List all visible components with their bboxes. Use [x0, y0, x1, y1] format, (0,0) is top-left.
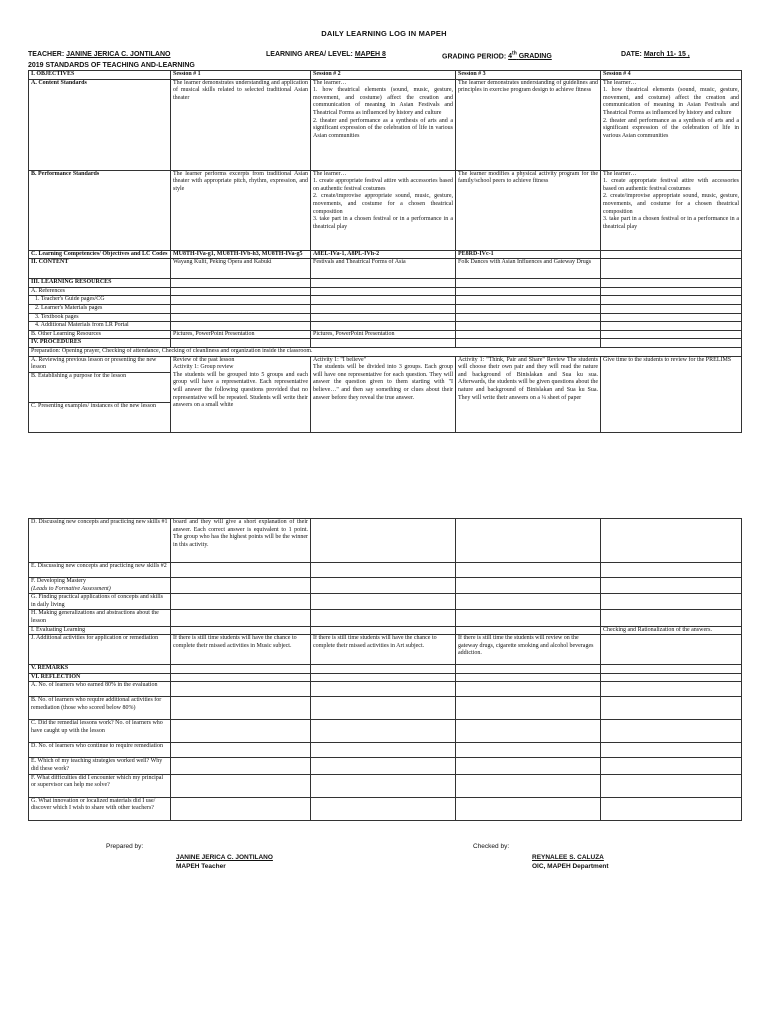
content-standards-s3: The learner demonstrates understanding of guidelines and principles in exercise program design to achieve fitness: [456, 79, 601, 170]
table-row: [29, 697, 742, 720]
content-standards-label: A. Content Standards: [29, 79, 171, 170]
table-row: [29, 519, 742, 563]
procedure-s2: Activity 1: "I believe" The students will be divided into 3 groups. Each group will have one representative for each question. They will answer the question given to them starting with "I believe…" and then say something or clues about their answer before they reveal the true answer.: [311, 356, 456, 432]
teacher-name: JANINE JERICA C. JONTILANO: [66, 51, 171, 58]
table-row: [29, 313, 742, 322]
other-resources-s1: Pictures, PowerPoint Presentation: [171, 330, 311, 339]
date-value: March 11- 15 ,: [643, 51, 690, 58]
learning-competencies-s1: MU8TH-IVa-g1, MU8TH-IVb-h3, MU8TH-IVa-g5: [171, 250, 311, 259]
reflection-a-label: A. No. of learners who earned 80% in the evaluation: [29, 682, 171, 697]
learning-area-label: LEARNING AREA/ LEVEL:: [266, 51, 353, 58]
preparation-note: Preparation: Opening prayer, Checking of attendance, Checking of cleanliness and organization inside the classroom.: [29, 347, 742, 356]
learning-resources-heading: III. LEARNING RESOURCES: [29, 279, 171, 288]
content-s3: Folk Dances with Asian Influences and Gateway Drugs: [456, 259, 601, 279]
content-s4: [601, 259, 742, 279]
table-row: [29, 635, 742, 665]
procedure-e-label: E. Discussing new concepts and practicing new skills #2: [29, 563, 171, 578]
checked-by-label: Checked by:: [473, 843, 510, 850]
procedure-d-label: D. Discussing new concepts and practicing new skills #1: [29, 519, 171, 563]
table-row: [29, 563, 742, 578]
learners-materials-label: 2. Learner's Materials pages: [29, 304, 171, 313]
table-row: [29, 578, 742, 594]
session-4-header: Session # 4: [601, 71, 742, 80]
table-row: [29, 682, 742, 697]
table-row: [29, 665, 742, 674]
reflection-g-label: G. What innovation or localized materials did I use/ discover which I wish to share with other teachers?: [29, 797, 171, 820]
teachers-guide-label: 1. Teacher's Guide pages/CG: [29, 296, 171, 305]
grading-period-value: 4th GRADING: [508, 51, 552, 61]
procedure-d-s1: board and they will give a short explanation of their answer. Each correct answer is equivalent to 1 point. The group who has the highest points will be the winner in this activity.: [171, 519, 311, 563]
table-row: [29, 356, 742, 372]
table-row: [29, 626, 742, 635]
content-s1: Wayang Kulit, Peking Opera and Kabuki: [171, 259, 311, 279]
procedure-c-label: C. Presenting examples/ instances of the new lesson: [29, 402, 171, 432]
grading-period-label: GRADING PERIOD:: [442, 53, 507, 61]
table-row: [29, 279, 742, 288]
content-s2: Festivals and Theatrical Forms of Asia: [311, 259, 456, 279]
procedures-heading: IV. PROCEDURES: [29, 339, 171, 348]
table-row: [29, 250, 742, 259]
learning-competencies-s2: A8EL-IVa-1, A8PL-IVh-2: [311, 250, 456, 259]
performance-standards-s3: The learner modifies a physical activity program for the family/school peers to achieve fitness: [456, 170, 601, 250]
table-row: [29, 673, 742, 682]
procedure-j-s2: If there is still time students will have the chance to complete their missed activities in Art subject.: [311, 635, 456, 665]
reflection-e-label: E. Which of my teaching strategies worked well? Why did these work?: [29, 758, 171, 774]
content-standards-s4: The learner… 1. how theatrical elements (sound, music, gesture, movement, and costume) affect the creation and communication of meaning in Asian Festivals and Theatrical Forms as influenced by history and culture 2. theater and performance as a synthesis of arts and a significant expression of the celebration of life in various Asian communities: [601, 79, 742, 170]
textbook-pages-label: 3. Textbook pages: [29, 313, 171, 322]
table-row: [29, 170, 742, 250]
content-heading: II. CONTENT: [29, 259, 171, 279]
content-standards-s2: The learner… 1. how theatrical elements (sound, music, gesture, movement, and costume) affect the creation and communication of meaning in Asian Festivals and Theatrical Forms as influenced by history and culture 2. theater and performance as a synthesis of arts and a significant expression of the celebration of life in various Asian communities: [311, 79, 456, 170]
prepared-by-name: JANINE JERICA C. JONTILANO: [176, 854, 273, 861]
procedure-i-s4: Checking and Rationalization of the answers.: [601, 626, 742, 635]
references-label: A. References: [29, 287, 171, 296]
procedure-j-s1: If there is still time students will have the chance to complete their missed activities in Music subject.: [171, 635, 311, 665]
procedure-s4: Give time to the students to review for the PRELIMS: [601, 356, 742, 432]
performance-standards-s4: The learner… 1. create appropriate festival attire with accessories based on authentic festival costumes 2. create/improvise appropriate sound, music, gesture, movements, and costume for a chosen theatrical composition 3. take part in a chosen festival or in a performance in a theatrical play: [601, 170, 742, 250]
teacher-field: [28, 51, 171, 58]
procedure-j-label: J. Additional activities for application or remediation: [29, 635, 171, 665]
table-row: [29, 304, 742, 313]
performance-standards-s2: The learner… 1. create appropriate festival attire with accessories based on authentic festival costumes 2. create/improvise appropriate sound, music, gesture, movements, and costume for a chosen theatrical composition 3. take part in a chosen festival or in a performance in a theatrical play: [311, 170, 456, 250]
table-row: [29, 610, 742, 626]
reflection-b-label: B. No. of learners who require additional activities for remediation (those who scored below 80%): [29, 697, 171, 720]
date-field: [621, 51, 690, 58]
objectives-heading: I. OBJECTIVES: [29, 71, 171, 80]
remarks-heading: V. REMARKS: [29, 665, 171, 674]
learning-area-field: [266, 51, 386, 58]
reflection-f-label: F. What difficulties did I encounter which my principal or supervisor can help me solve?: [29, 774, 171, 797]
learning-area-value: MAPEH 8: [354, 51, 386, 58]
table-row: [29, 774, 742, 797]
prepared-by-label: Prepared by:: [106, 843, 144, 850]
session-2-header: Session # 2: [311, 71, 456, 80]
reflection-heading: VI. REFLECTION: [29, 673, 171, 682]
table-row: [29, 339, 742, 348]
table-row: [29, 347, 742, 356]
table-row: [29, 594, 742, 610]
content-standards-s1: The learner demonstrates understanding and application of musical skills related to selected traditional Asian theater: [171, 79, 311, 170]
reflection-d-label: D. No. of learners who continue to require remediation: [29, 743, 171, 758]
reflection-c-label: C. Did the remedial lessons work? No. of learners who have caught up with the lesson: [29, 720, 171, 743]
date-label: DATE:: [621, 51, 642, 58]
performance-standards-label: B. Performance Standards: [29, 170, 171, 250]
table-row: [29, 259, 742, 279]
table-row: [29, 322, 742, 331]
learning-competencies-s4: [601, 250, 742, 259]
table-row: [29, 720, 742, 743]
standards-heading: 2019 STANDARDS OF TEACHING AND-LEARNING: [28, 62, 195, 69]
checked-by-role: OIC, MAPEH Department: [532, 863, 609, 870]
table-row: [29, 330, 742, 339]
table-row: [29, 287, 742, 296]
lr-portal-label: 4. Additional Materials from LR Portal: [29, 322, 171, 331]
teacher-label: TEACHER:: [28, 51, 65, 58]
procedure-j-s3: If there is still time the students will review on the gateway drugs, cigarette smoking and alcohol beverages addiction.: [456, 635, 601, 665]
procedure-i-label: I. Evaluating Learning: [29, 626, 171, 635]
session-3-header: Session # 3: [456, 71, 601, 80]
table-row: [29, 71, 742, 80]
prepared-by-role: MAPEH Teacher: [176, 863, 226, 870]
other-resources-label: B. Other Learning Resources: [29, 330, 171, 339]
dll-table-part2: [28, 518, 742, 821]
other-resources-s2: Pictures, PowerPoint Presentation: [311, 330, 456, 339]
table-row: [29, 743, 742, 758]
grading-period-field: [442, 51, 552, 60]
table-row: [29, 758, 742, 774]
checked-by-name: REYNALEE S. CALUZA: [532, 854, 604, 861]
procedure-s1: Review of the past lesson Activity 1: Group review The students will be grouped into 5 groups and each group will have a representative. Each representative will answer the following questions provided that no representative will be repeated. Students will write their answers on a small white: [171, 356, 311, 432]
procedure-g-label: G. Finding practical applications of concepts and skills in daily living: [29, 594, 171, 610]
procedure-a-label: A. Reviewing previous lesson or presenting the new lesson: [29, 356, 171, 372]
procedure-b-label: B. Establishing a purpose for the lesson: [29, 372, 171, 402]
table-row: [29, 797, 742, 820]
procedure-h-label: H. Making generalizations and abstractions about the lesson: [29, 610, 171, 626]
dll-table-part1: [28, 70, 742, 433]
performance-standards-s1: The learner performs excerpts from traditional Asian theater with appropriate pitch, rhythm, expression, and style: [171, 170, 311, 250]
document-title: DAILY LEARNING LOG IN MAPEH: [321, 29, 447, 38]
procedure-f-label: F. Developing Mastery (Leads to Formative Assessment): [29, 578, 171, 594]
procedure-s3: Activity 1: "Think, Pair and Share" Review The students will choose their own pair and they will read the nature and background of Binislakan and Sua ku sua. Afterwards, the students will be given questions about the nature and background of Binislakan and Sua ku Sua. They will write their answers on a ¼ sheet of paper: [456, 356, 601, 432]
session-1-header: Session # 1: [171, 71, 311, 80]
learning-competencies-s3: PE8RD-IVc-1: [456, 250, 601, 259]
table-row: [29, 79, 742, 170]
learning-competencies-label: C. Learning Competencies/ Objectives and LC Codes: [29, 250, 171, 259]
table-row: [29, 296, 742, 305]
